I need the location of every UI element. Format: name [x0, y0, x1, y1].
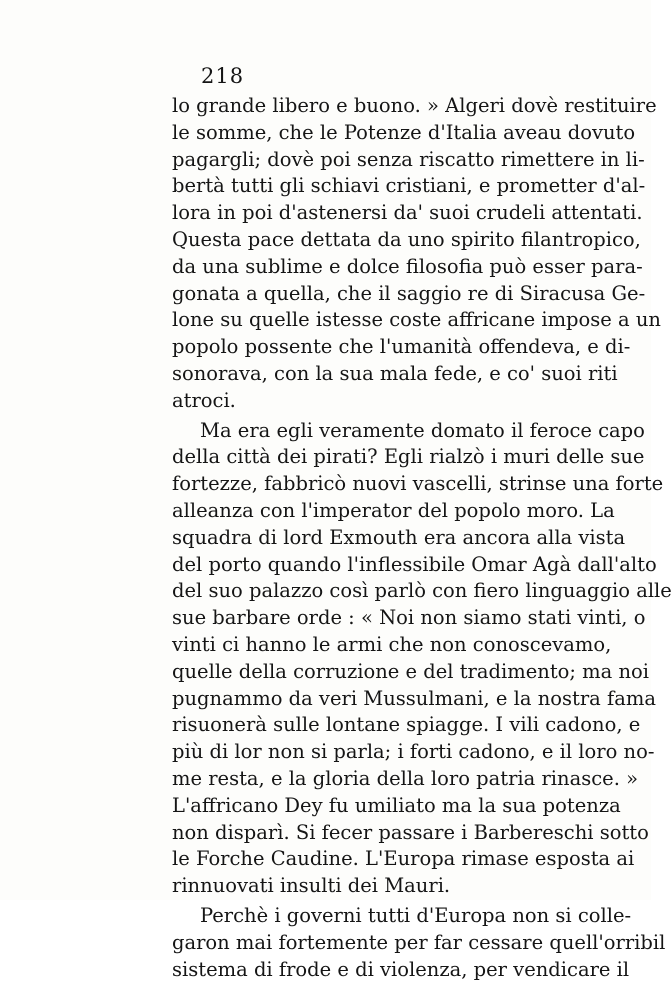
text-line: del porto quando l'inflessibile Omar Agà dall'alto — [172, 552, 580, 579]
text-line: sistema di frode e di violenza, per vendicare il — [172, 957, 580, 983]
text-line: gonata a quella, che il saggio re di Siracusa Ge- — [172, 281, 580, 308]
paragraph — [172, 903, 580, 983]
paragraph — [172, 418, 580, 900]
text-line: da una sublime e dolce filosofia può esser para- — [172, 254, 580, 281]
text-line: Questa pace dettata da uno spirito filantropico, — [172, 227, 580, 254]
text-line: alleanza con l'imperator del popolo moro. La — [172, 498, 580, 525]
text-line: più di lor non si parla; i forti cadono, e il loro no- — [172, 739, 580, 766]
text-line: le somme, che le Potenze d'Italia aveau dovuto — [172, 120, 580, 147]
text-line: risuonerà sulle lontane spiagge. I vili cadono, e — [172, 712, 580, 739]
text-line: vinti ci hanno le armi che non conoscevamo, — [172, 632, 580, 659]
text-line: popolo possente che l'umanità offendeva, e di- — [172, 334, 580, 361]
text-line: pagargli; dovè poi senza riscatto rimettere in li- — [172, 147, 580, 174]
text-line: atroci. — [172, 388, 580, 415]
text-line: sonorava, con la sua mala fede, e co' suoi riti — [172, 361, 580, 388]
body-text — [172, 93, 580, 983]
text-line: Perchè i governi tutti d'Europa non si colle- — [172, 903, 580, 930]
text-line: le Forche Caudine. L'Europa rimase esposta ai — [172, 846, 580, 873]
text-line: garon mai fortemente per far cessare quell'orribil — [172, 930, 580, 957]
text-line: rinnuovati insulti dei Mauri. — [172, 873, 580, 900]
text-line: sue barbare orde : « Noi non siamo stati vinti, o — [172, 605, 580, 632]
text-line: bertà tutti gli schiavi cristiani, e prometter d'al- — [172, 173, 580, 200]
text-line: me resta, e la gloria della loro patria rinasce. » — [172, 766, 580, 793]
text-line: L'affricano Dey fu umiliato ma la sua potenza — [172, 793, 580, 820]
text-line: lo grande libero e buono. » Algeri dovè restituire — [172, 93, 580, 120]
text-line: Ma era egli veramente domato il feroce capo — [172, 418, 580, 445]
text-line: fortezze, fabbricò nuovi vascelli, strinse una forte — [172, 471, 580, 498]
text-line: lora in poi d'astenersi da' suoi crudeli attentati. — [172, 200, 580, 227]
paragraph — [172, 93, 580, 415]
text-line: squadra di lord Exmouth era ancora alla vista — [172, 525, 580, 552]
text-line: non disparì. Si fecer passare i Barbereschi sotto — [172, 820, 580, 847]
text-line: del suo palazzo così parlò con fiero linguaggio alle — [172, 578, 580, 605]
text-line: pugnammo da veri Mussulmani, e la nostra fama — [172, 686, 580, 713]
page-number: 218 — [201, 64, 244, 88]
text-line: lone su quelle istesse coste affricane impose a un — [172, 307, 580, 334]
text-line: della città dei pirati? Egli rialzò i muri delle sue — [172, 444, 580, 471]
text-line: quelle della corruzione e del tradimento; ma noi — [172, 659, 580, 686]
